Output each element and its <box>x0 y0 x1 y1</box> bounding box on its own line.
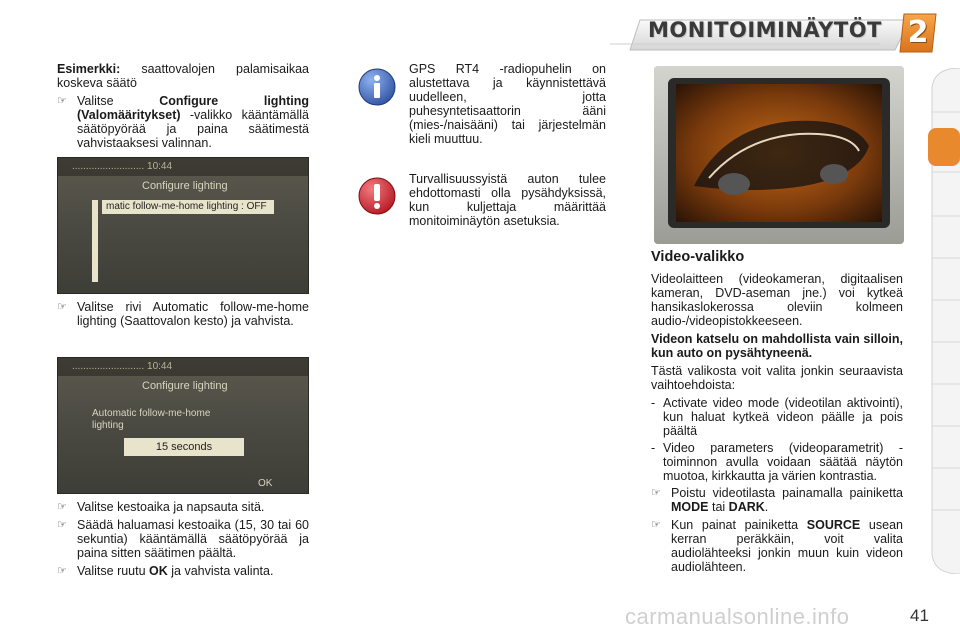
option-item <box>651 441 903 483</box>
step-text: Valitse kestoaika ja napsauta sitä. <box>77 500 265 514</box>
paragraph: Videolaitteen (videokameran, digitaalisen kameran, DVD-aseman jne.) voi kytkeä hansikaslokerossa oleviin kolmeen audio-/videopistokkeeseen. <box>651 272 903 328</box>
scroll-bar <box>92 200 98 282</box>
button-name: DARK <box>728 500 765 514</box>
highlighted-menu-item: matic follow-me-home lighting : OFF <box>102 200 274 214</box>
info-icon <box>357 67 397 107</box>
instruction-step <box>651 486 903 514</box>
step-text: tai <box>711 500 726 514</box>
page-number: 41 <box>910 606 929 625</box>
instruction-step <box>57 94 309 150</box>
screen-status-bar: .......................... 10:44 <box>58 358 308 376</box>
left-column <box>57 62 309 154</box>
step-text: Valitse <box>77 94 114 108</box>
button-name: MODE <box>671 500 709 514</box>
paragraph-bold <box>651 332 903 360</box>
warning-note: Turvallisuussyistä auton tulee ehdottomasti olla pysähdyksissä, kun kuljettaja määrittää monitoiminäytön asetuksia. <box>409 172 606 228</box>
hand-pointer-icon: ☞ <box>57 94 67 107</box>
chapter-number: 2 <box>907 15 929 50</box>
instruction-step <box>57 500 309 514</box>
instruction-step <box>57 564 309 578</box>
instruction-step <box>651 518 903 574</box>
option-text: Activate video mode (videotilan aktivointi), kun haluat kytkeä videon päälle ja pois päältä <box>663 396 903 438</box>
hand-pointer-icon: ☞ <box>57 500 67 513</box>
instruction-step <box>57 300 309 328</box>
watermark: carmanualsonline.info <box>625 604 850 629</box>
instruction-step <box>57 518 309 560</box>
chapter-tabs <box>928 68 960 574</box>
warning-icon <box>357 176 397 216</box>
hand-pointer-icon: ☞ <box>651 518 661 531</box>
left-column-mid <box>57 300 309 332</box>
option-text: Video parameters (videoparametrit) -toiminnon avulla voidaan säätää näytön muotoa, kirkkautta ja värien kontrastia. <box>663 441 903 483</box>
screen-menu-title: Configure lighting <box>142 180 228 192</box>
hand-pointer-icon: ☞ <box>57 564 67 577</box>
dash-marker: - <box>651 396 656 410</box>
paragraph: Tästä valikosta voit valita jonkin seuraavista vaihtoehdoista: <box>651 364 903 392</box>
step-text: ja vahvista valinta. <box>171 564 274 578</box>
middle-column <box>409 62 606 150</box>
info-note: GPS RT4 -radiopuhelin on alustettava ja käynnistettävä uudelleen, jotta puhesyntetisaattorin ääni (mies-/naisääni) tai järjestelmän kieli muuttuu. <box>409 62 606 146</box>
step-text: Kun painat painiketta <box>671 518 799 532</box>
menu-name: Configure lighting (Valomääritykset) <box>77 94 309 122</box>
bold-text: Videon katselu on mahdollista vain silloin, kun auto on pysähtyneenä. <box>651 332 903 360</box>
example-paragraph <box>57 62 309 90</box>
hand-pointer-icon: ☞ <box>57 518 67 531</box>
step-text: . <box>764 500 769 514</box>
section-title: Video-valikko <box>651 249 745 265</box>
screen-status-bar: .......................... 10:44 <box>58 158 308 176</box>
selected-duration: 15 seconds <box>124 438 244 456</box>
right-column <box>651 250 903 578</box>
step-text: Säädä haluamasi kestoaika (15, 30 tai 60 sekuntia) kääntämällä säätöpyörää ja paina sitten säätimen päältä. <box>77 518 309 560</box>
example-text: saattovalojen palamisaikaa koskeva säätö <box>57 62 309 90</box>
step-text: usean kerran peräkkäin, voit valita audiolähteeksi jonkin muun kuin videon audiolähteen. <box>671 518 903 574</box>
middle-column-warning <box>409 172 606 232</box>
button-name: OK <box>149 564 168 578</box>
step-text: -valikko kääntämällä säätöpyörää ja paina säätimestä vahvistaaksesi valinnan. <box>77 108 309 150</box>
chapter-badge <box>898 12 938 54</box>
button-name: SOURCE <box>806 518 861 532</box>
dash-marker: - <box>651 441 656 455</box>
setting-label-line2: lighting <box>92 420 124 431</box>
screen-menu-title: Configure lighting <box>142 380 228 392</box>
left-column-bottom <box>57 500 309 582</box>
lighting-menu-screenshot <box>57 157 309 294</box>
page-title: MONITOIMINÄYTÖT <box>648 18 882 42</box>
video-screen-photo <box>654 66 904 244</box>
option-item <box>651 396 903 438</box>
setting-label-line1: Automatic follow-me-home <box>92 408 211 419</box>
example-label: Esimerkki: <box>57 62 121 76</box>
hand-pointer-icon: ☞ <box>57 300 67 313</box>
step-text: Valitse rivi Automatic follow-me-home lighting (Saattovalon kesto) ja vahvista. <box>77 300 309 328</box>
step-text: Valitse ruutu <box>77 564 146 578</box>
ok-box: OK <box>258 478 273 489</box>
duration-setting-screenshot <box>57 357 309 494</box>
hand-pointer-icon: ☞ <box>651 486 661 499</box>
step-text: Poistu videotilasta painamalla painiketta <box>671 486 903 500</box>
